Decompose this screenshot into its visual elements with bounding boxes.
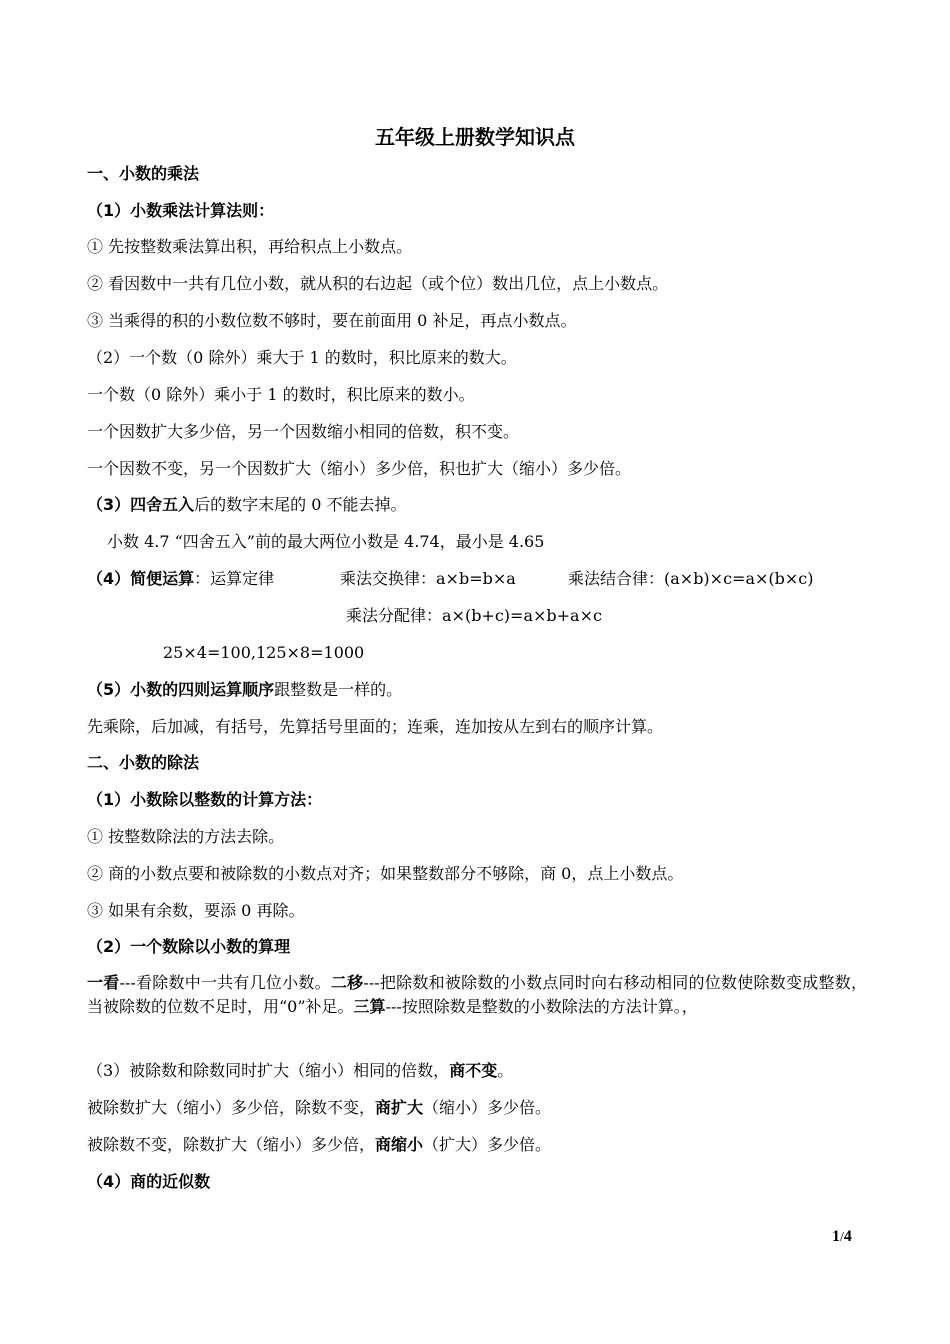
text-fragment: 跟整数是一样的。 — [274, 680, 403, 699]
rule-line: ③ 当乘得的积的小数位数不够时，要在前面用 0 补足，再点小数点。 — [87, 311, 577, 330]
text-fragment: （扩大）多少倍。 — [423, 1135, 552, 1154]
text-line: 先乘除，后加减，有括号，先算括号里面的；连乘，连加按从左到右的顺序计算。 — [87, 717, 664, 736]
page-separator: / — [840, 1230, 844, 1245]
page-current: 1 — [832, 1228, 840, 1245]
text-fragment: （缩小）多少倍。 — [423, 1098, 552, 1117]
text-fragment: 被除数不变，除数扩大（缩小）多少倍， — [87, 1135, 376, 1154]
text-line-quotient-invariance — [87, 1061, 513, 1081]
bold-step-calculate: 三算 — [353, 997, 386, 1016]
rule-line: ③ 如果有余数，要添 0 再除。 — [87, 901, 305, 920]
item-number: （3） — [87, 495, 131, 514]
text-fragment: ---把除数和被除数的小数点同时向右移动相同的位数使除数变成整数，当被除数的位数不足时，用“0”补足。 — [87, 973, 867, 1016]
example-line: 25×4=100,125×8=1000 — [163, 643, 365, 662]
subheading-approximate-quotient: （4）商的近似数 — [87, 1172, 211, 1191]
rule-line: ① 先按整数乘法算出积，再给积点上小数点。 — [87, 237, 413, 256]
text-line — [87, 1135, 551, 1155]
section-heading-division: 二、小数的除法 — [87, 753, 200, 772]
text-line — [87, 1098, 551, 1118]
subheading-division-method: （1）小数除以整数的计算方法： — [87, 790, 323, 809]
example-line: 小数 4.7 “四舍五入”前的最大两位小数是 4.74，最小是 4.65 — [107, 532, 545, 551]
text-fragment: ---看除数中一共有几位小数。 — [119, 973, 331, 992]
text-line: 一个因数不变，另一个因数扩大（缩小）多少倍，积也扩大（缩小）多少倍。 — [87, 459, 632, 478]
rule-line: ① 按整数除法的方法去除。 — [87, 827, 285, 846]
text-fragment: ：运算定律 — [194, 569, 275, 588]
bold-term-quotient-expand: 商扩大 — [375, 1098, 424, 1117]
section-heading-multiplication: 一、小数的乘法 — [87, 164, 200, 183]
bold-term-quotient-unchanged: 商不变 — [449, 1061, 498, 1080]
text-line — [87, 348, 517, 368]
text-fragment: 。 — [497, 1061, 514, 1080]
text-fragment: 被除数扩大（缩小）多少倍，除数不变， — [87, 1098, 376, 1117]
text-fragment: （3）被除数和除数同时扩大（缩小）相同的倍数， — [87, 1061, 450, 1080]
bold-term-quotient-shrink: 商缩小 — [375, 1135, 424, 1154]
page-total: 4 — [843, 1228, 852, 1245]
text-line-order-of-operations — [87, 680, 402, 700]
text-line-rounding — [87, 495, 407, 515]
paragraph-division-steps — [87, 971, 867, 1019]
text-line: 一个因数扩大多少倍，另一个因数缩小相同的倍数，积不变。 — [87, 422, 520, 441]
page-title: 五年级上册数学知识点 — [375, 125, 575, 149]
law-associative: 乘法结合律：(a×b)×c=a×(b×c) — [568, 569, 814, 588]
bold-step-look: 一看 — [87, 973, 120, 992]
text-line-simplified-operations — [87, 569, 274, 589]
subheading-division-by-decimal: （2）一个数除以小数的算理 — [87, 937, 291, 956]
bold-term-order: （5）小数的四则运算顺序 — [87, 680, 275, 699]
rule-line: ② 看因数中一共有几位小数，就从积的右边起（或个位）数出几位，点上小数点。 — [87, 274, 669, 293]
law-commutative: 乘法交换律：a×b=b×a — [340, 569, 516, 588]
rule-line: ② 商的小数点要和被除数的小数点对齐；如果整数部分不够除，商 0，点上小数点。 — [87, 864, 684, 883]
bold-step-move: 二移 — [330, 973, 364, 992]
subheading-multiplication-rules: （1）小数乘法计算法则： — [87, 201, 275, 220]
text-fragment: 后的数字末尾的 0 不能去掉。 — [194, 495, 407, 514]
page-number — [832, 1228, 852, 1246]
bold-term-rounding: 四舍五入 — [130, 495, 195, 514]
bold-term-simplified: （4）简便运算 — [87, 569, 195, 588]
law-distributive: 乘法分配律：a×(b+c)=a×b+a×c — [346, 606, 602, 625]
text-fragment: ---按照除数是整数的小数除法的方法计算。， — [385, 997, 698, 1016]
text-line: 一个数（0 除外）乘小于 1 的数时，积比原来的数小。 — [87, 385, 475, 404]
text-line-content: （2）一个数（0 除外）乘大于 1 的数时，积比原来的数大。 — [87, 348, 517, 367]
